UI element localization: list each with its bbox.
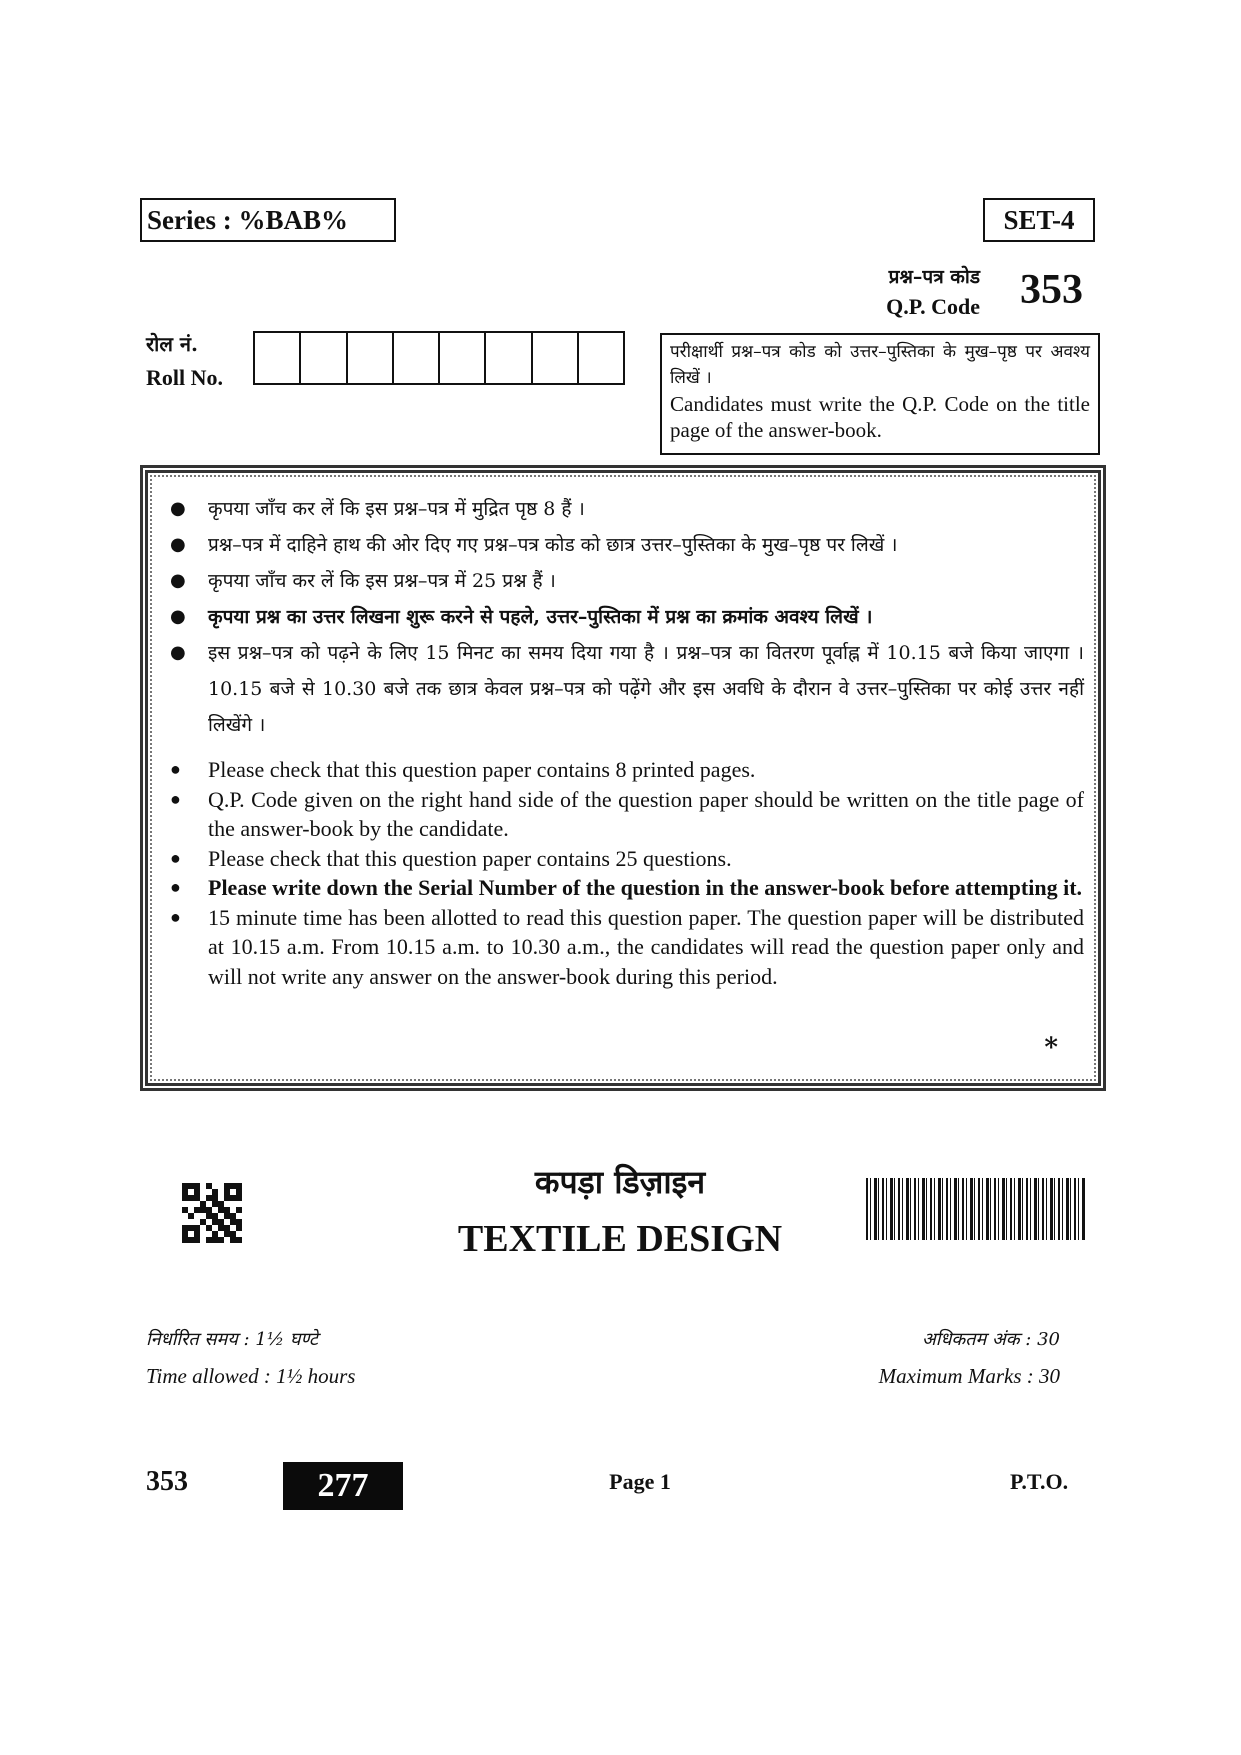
- instruction-item: ● प्रश्न–पत्र में दाहिने हाथ की ओर दिए गए प्रश्न–पत्र कोड को छात्र उत्तर–पुस्तिका के मुख–पृष्ठ पर लिखें ।: [162, 527, 1084, 563]
- instruction-item: ● Please write down the Serial Number of the question in the answer-book before attempting it.: [162, 873, 1084, 903]
- maximum-marks: [780, 1322, 1060, 1394]
- instruction-item: ● 15 minute time has been allotted to read this question paper. The question paper will be distributed at 10.15 a.m. From 10.15 a.m. to 10.30 a.m., the candidates will read the question paper only and will not write any answer on the answer-book during this period.: [170, 904, 1084, 989]
- bullet-icon: ●: [170, 606, 186, 627]
- qp-code-label-en: Q.P. Code: [886, 294, 980, 319]
- footer-qp-code: 353: [146, 1466, 188, 1497]
- bullet-icon: ●: [170, 788, 181, 809]
- instruction-item: ● Please check that this question paper contains 25 questions.: [162, 844, 1084, 874]
- roll-digit-box[interactable]: [440, 333, 486, 383]
- instructions-hindi: [162, 491, 1084, 743]
- set-box: SET-4: [983, 198, 1095, 242]
- instructions-english: [162, 755, 1084, 991]
- roll-digit-box[interactable]: [255, 333, 301, 383]
- maximum-marks-en: Maximum Marks : 30: [878, 1364, 1060, 1388]
- roll-digit-box[interactable]: [394, 333, 440, 383]
- instruction-item: ● कृपया जाँच कर लें कि इस प्रश्न–पत्र में 25 प्रश्न हैं ।: [162, 563, 1084, 599]
- maximum-marks-hi: अधिकतम अंक : 30: [921, 1329, 1060, 1350]
- qp-code-label: [850, 262, 980, 322]
- instructions-box: [140, 465, 1106, 1091]
- qp-code: 353: [1020, 267, 1083, 313]
- time-allowed: [146, 1322, 355, 1394]
- bullet-icon: ●: [170, 642, 186, 663]
- instruction-item: ● कृपया जाँच कर लें कि इस प्रश्न–पत्र में मुद्रित पृष्ठ 8 हैं ।: [162, 491, 1084, 527]
- bullet-icon: ●: [170, 847, 181, 868]
- instruction-item: ● Q.P. Code given on the right hand side of the question paper should be written on the title page of the answer-book by the candidate.: [170, 786, 1084, 841]
- barcode-icon: [866, 1178, 1086, 1240]
- series-box: Series : %BAB%: [140, 198, 396, 242]
- pto-label: P.T.O.: [1010, 1469, 1069, 1494]
- star-mark: *: [1044, 1033, 1058, 1063]
- roll-label-hi: रोल नं.: [146, 332, 198, 356]
- instruction-item: ● Please check that this question paper contains 8 printed pages.: [162, 755, 1084, 785]
- bullet-icon: ●: [170, 534, 186, 555]
- time-allowed-en: Time allowed : 1½ hours: [146, 1364, 356, 1388]
- qp-code-notice: [660, 333, 1100, 455]
- bullet-icon: ●: [170, 570, 186, 591]
- roll-digit-box[interactable]: [348, 333, 394, 383]
- notice-hi: परीक्षार्थी प्रश्न–पत्र कोड को उत्तर–पुस्तिका के मुख–पृष्ठ पर अवश्य लिखें ।: [670, 342, 1090, 388]
- roll-label: [146, 328, 223, 394]
- notice-en: Candidates must write the Q.P. Code on the title page of the answer-book.: [670, 392, 1090, 442]
- roll-digit-box[interactable]: [579, 333, 623, 383]
- roll-digit-box[interactable]: [533, 333, 579, 383]
- roll-digit-box[interactable]: [301, 333, 347, 383]
- roll-digit-box[interactable]: [486, 333, 532, 383]
- page-number: Page 1: [609, 1469, 671, 1494]
- bullet-icon: ●: [170, 498, 186, 519]
- time-allowed-hi: निर्धारित समय : 1½ घण्टे: [146, 1329, 318, 1350]
- roll-number-boxes[interactable]: [253, 331, 625, 385]
- qr-code-icon: [182, 1183, 242, 1243]
- qp-code-label-hi: प्रश्न–पत्र कोड: [888, 266, 980, 288]
- bullet-icon: ●: [170, 877, 181, 897]
- bullet-icon: ●: [170, 906, 181, 927]
- footer-number-box: 277: [283, 1462, 403, 1510]
- bullet-icon: ●: [170, 759, 181, 779]
- subject-title-english: TEXTILE DESIGN: [457, 1218, 783, 1260]
- instruction-item: ● कृपया प्रश्न का उत्तर लिखना शुरू करने से पहले, उत्तर–पुस्तिका में प्रश्न का क्रमांक अवश्य लिखें ।: [162, 599, 1084, 635]
- instruction-item: ● इस प्रश्न–पत्र को पढ़ने के लिए 15 मिनट का समय दिया गया है । प्रश्न–पत्र का वितरण पूर्वाह्न में 10.15 बजे किया जाएगा । 10.15 बजे से 10.30 बजे तक छात्र केवल प्रश्न–पत्र को पढ़ेंगे और इस अवधि के दौरान वे उत्तर–पुस्तिका पर कोई उत्तर नहीं लिखेंगे ।: [162, 635, 1084, 743]
- subject-title-hindi: कपड़ा डिज़ाइन: [534, 1163, 706, 1201]
- roll-label-en: Roll No.: [146, 365, 223, 390]
